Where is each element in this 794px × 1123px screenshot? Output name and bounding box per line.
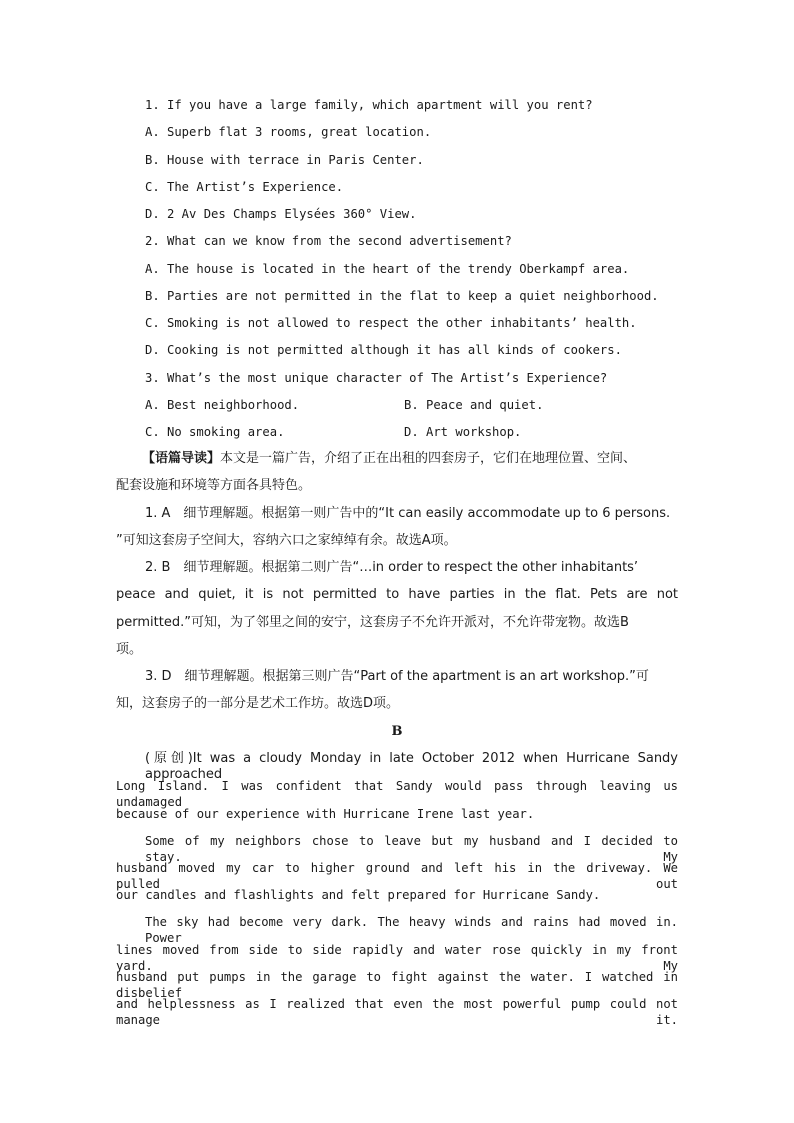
question-3-stem: 3. What’s the most unique character of The Artist’s Experience? [145, 371, 608, 385]
answer-2-line-1: 2. B 细节理解题。根据第二则广告“…in order to respect the other inhabitants’ [145, 560, 639, 575]
guide-line-1 [142, 451, 636, 467]
question-1-option-b: B. House with terrace in Paris Center. [145, 153, 424, 167]
section-b-p2-line-2: husband moved my car to higher ground and left his in the driveway. We pulled out [116, 861, 678, 891]
answer-2-line-4: 项。 [116, 642, 143, 657]
answer-1-line-2: ”可知这套房子空间大，容纳六口之家绰绰有余。故选A项。 [116, 533, 457, 548]
answer-3-line-1: 3. D 细节理解题。根据第三则广告“Part of the apartment is an art workshop.”可 [145, 669, 649, 684]
section-b-p3-line-4: and helplessness as I realized that even the most powerful pump could not manage it. [116, 997, 678, 1027]
answer-2-line-2: peace and quiet, it is not permitted to have parties in the flat. Pets are not [116, 587, 678, 602]
question-1-stem: 1. If you have a large family, which apartment will you rent? [145, 98, 593, 112]
question-2-stem: 2. What can we know from the second advertisement? [145, 234, 512, 248]
question-3-option-a: A. Best neighborhood. [145, 398, 300, 412]
question-1-option-a: A. Superb flat 3 rooms, great location. [145, 125, 432, 139]
section-b-p1-line-3: because of our experience with Hurricane Irene last year. [116, 807, 535, 821]
question-1-option-c: C. The Artist’s Experience. [145, 180, 344, 194]
answer-2-line-3: permitted.”可知，为了邻里之间的安宁，这套房子不允许开派对，不允许带宠物。故选B [116, 615, 629, 630]
section-b-p2-line-1: Some of my neighbors chose to leave but my husband and I decided to stay. My [145, 834, 678, 864]
answer-3-line-2: 知，这套房子的一部分是艺术工作坊。故选D项。 [116, 696, 400, 711]
answer-1-line-1: 1. A 细节理解题。根据第一则广告中的“It can easily accommodate up to 6 persons. [145, 506, 671, 521]
question-3-option-d: D. Art workshop. [404, 425, 522, 439]
section-b-p3-line-3: husband put pumps in the garage to fight against the water. I watched in disbelief [116, 970, 678, 1000]
section-b-p3-line-1: The sky had become very dark. The heavy winds and rains had moved in. Power [145, 915, 678, 945]
section-b-p1-line-2: Long Island. I was confident that Sandy would pass through leaving us undamaged [116, 779, 678, 809]
section-b-p3-line-2: lines moved from side to side rapidly and water rose quickly in my front yard. My [116, 943, 678, 973]
question-3-option-b: B. Peace and quiet. [404, 398, 544, 412]
question-2-option-a: A. The house is located in the heart of the trendy Oberkampf area. [145, 262, 630, 276]
question-2-option-c: C. Smoking is not allowed to respect the other inhabitants’ health. [145, 316, 637, 330]
section-b-p1-line-1: (原创)It was a cloudy Monday in late October 2012 when Hurricane Sandy approached [145, 751, 678, 782]
question-2-option-d: D. Cooking is not permitted although it has all kinds of cookers. [145, 343, 622, 357]
guide-text-line-2: 配套设施和环境等方面各具特色。 [116, 478, 312, 493]
section-b-heading: B [391, 724, 403, 739]
question-1-option-d: D. 2 Av Des Champs Elysées 360° View. [145, 207, 417, 221]
question-3-option-c: C. No smoking area. [145, 425, 285, 439]
guide-label: 【语篇导读】 [142, 451, 221, 466]
guide-text-line-1: 本文是一篇广告，介绍了正在出租的四套房子，它们在地理位置、空间、 [220, 451, 637, 466]
section-b-p2-line-3: our candles and flashlights and felt prepared for Hurricane Sandy. [116, 888, 601, 902]
question-2-option-b: B. Parties are not permitted in the flat to keep a quiet neighborhood. [145, 289, 659, 303]
